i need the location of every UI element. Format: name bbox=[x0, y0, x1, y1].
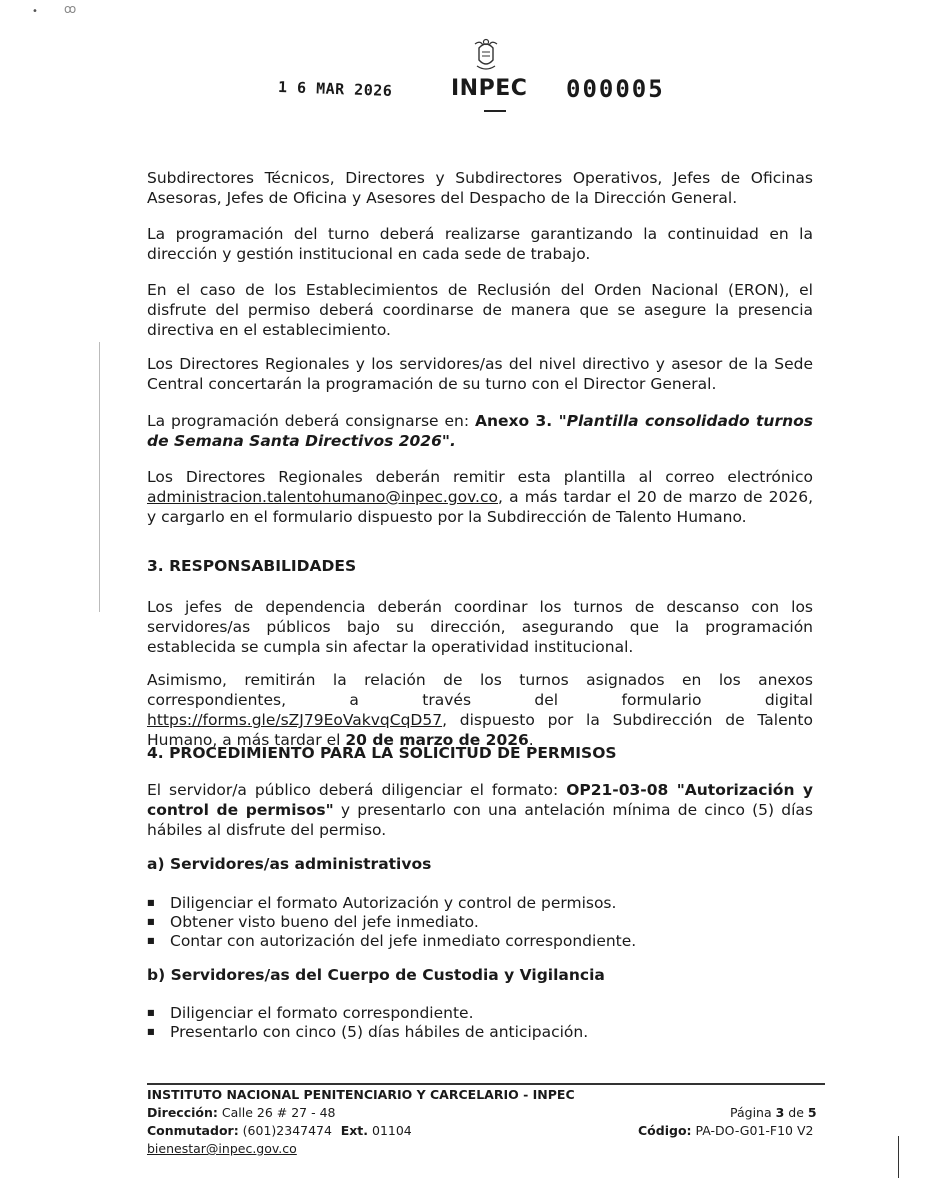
footer-page bbox=[730, 1104, 817, 1121]
paragraph-email bbox=[147, 467, 813, 527]
list-item bbox=[147, 912, 479, 932]
stamp-date: 1 6 MAR 2026 bbox=[277, 78, 393, 100]
code-label: Código: bbox=[638, 1123, 692, 1138]
list-item-text: Diligenciar el formato Autorización y control de permisos. bbox=[170, 894, 617, 912]
paragraph: La programación del turno deberá realizarse garantizando la continuidad en la dirección y gestión institucional en cada sede de trabajo. bbox=[147, 225, 813, 263]
list-item-text: Contar con autorización del jefe inmediato correspondiente. bbox=[170, 932, 637, 950]
list-item bbox=[147, 931, 636, 951]
code-value: PA-DO-G01-F10 V2 bbox=[691, 1123, 814, 1138]
paragraph-format bbox=[147, 780, 813, 840]
footer-code bbox=[638, 1122, 814, 1139]
footer-phone bbox=[147, 1122, 412, 1139]
form-link[interactable]: https://forms.gle/sZJ79EoVakvqCqD57 bbox=[147, 711, 443, 729]
section-3-heading: 3. RESPONSABILIDADES bbox=[147, 557, 357, 575]
footer-email[interactable]: bienestar@inpec.gov.co bbox=[147, 1141, 297, 1156]
annex-title: "Plantilla consolidado turnos de Semana Santa Directivos 2026". bbox=[147, 412, 814, 450]
phone-value: (601)2347474 bbox=[238, 1123, 332, 1138]
paragraph: Los jefes de dependencia deberán coordinar los turnos de descanso con los servidores/as públicos bajo su dirección, asegurando que la programación establecida se cumpla sin afectar la operatividad institucional. bbox=[147, 598, 813, 656]
period: . bbox=[528, 731, 534, 749]
list-item-text: Diligenciar el formato correspondiente. bbox=[170, 1004, 474, 1022]
paragraph: En el caso de los Establecimientos de Reclusión del Orden Nacional (ERON), el disfrute del permiso deberá coordinarse de manera que se asegure la presencia directiva en el establecimiento. bbox=[147, 281, 813, 339]
page-of: de bbox=[784, 1105, 808, 1120]
ext-value: 01104 bbox=[368, 1123, 412, 1138]
footer-institution: INSTITUTO NACIONAL PENITENCIARIO Y CARCELARIO - INPEC bbox=[147, 1087, 575, 1102]
bullet-icon: ■ bbox=[147, 936, 155, 945]
subsection-b-heading: b) Servidores/as del Cuerpo de Custodia y Vigilancia bbox=[147, 966, 605, 984]
document-number: 000005 bbox=[566, 75, 665, 103]
list-item-text: Obtener visto bueno del jefe inmediato. bbox=[170, 913, 479, 931]
paragraph: Subdirectores Técnicos, Directores y Subdirectores Operativos, Jefes de Oficinas Asesoras, Jefes de Oficina y Asesores del Despacho de la Dirección General. bbox=[147, 169, 813, 207]
form-intro: Asimismo, remitirán la relación de los turnos asignados en los anexos correspondientes, a través del formulario digital bbox=[147, 671, 813, 709]
bullet-icon: ■ bbox=[147, 1027, 155, 1036]
page-current: 3 bbox=[775, 1105, 785, 1120]
deadline-date: 20 de marzo de 2026 bbox=[345, 731, 529, 749]
phone-label: Conmutador: bbox=[147, 1123, 239, 1138]
email-intro: Los Directores Regionales deberán remitir esta plantilla al correo electrónico bbox=[147, 468, 813, 486]
page-total: 5 bbox=[807, 1105, 817, 1120]
header-divider bbox=[484, 110, 506, 112]
page-label: Página bbox=[730, 1105, 776, 1120]
form-rest: , dispuesto por la Subdirección de Talento Humano, a más tardar el bbox=[147, 711, 813, 749]
list-item bbox=[147, 893, 616, 913]
email-rest: , a más tardar el 20 de marzo de 2026, y cargarlo en el formulario dispuesto por la Subdirección de Talento Humano. bbox=[147, 488, 813, 526]
annex-label: Anexo 3. bbox=[474, 412, 559, 430]
list-item-text: Presentarlo con cinco (5) días hábiles de anticipación. bbox=[170, 1023, 589, 1041]
paragraph-annex bbox=[147, 411, 813, 451]
paragraph: Los Directores Regionales y los servidores/as del nivel directivo y asesor de la Sede Central concertarán la programación de su turno con el Director General. bbox=[147, 355, 813, 393]
format-rest: y presentarlo con una antelación mínima de cinco (5) días hábiles al disfrute del permiso. bbox=[147, 801, 813, 839]
subsection-a-heading: a) Servidores/as administrativos bbox=[147, 855, 432, 873]
handwritten-mark bbox=[898, 1136, 899, 1178]
format-code: OP21-03-08 "Autorización y control de permisos" bbox=[147, 781, 813, 819]
organization-name: INPEC bbox=[451, 76, 528, 101]
list-item bbox=[147, 1003, 474, 1023]
bullet-icon: ■ bbox=[147, 898, 155, 907]
ext-label: Ext. bbox=[340, 1123, 369, 1138]
address-value: Calle 26 # 27 - 48 bbox=[217, 1105, 336, 1120]
section-4-heading: 4. PROCEDIMIENTO PARA LA SOLICITUD DE PERMISOS bbox=[147, 744, 617, 762]
bullet-icon: ■ bbox=[147, 1008, 155, 1017]
footer-divider bbox=[147, 1083, 825, 1085]
bullet-icon: ■ bbox=[147, 917, 155, 926]
list-item bbox=[147, 1022, 588, 1042]
address-label: Dirección: bbox=[147, 1105, 218, 1120]
paragraph-form bbox=[147, 670, 813, 750]
coat-of-arms-logo bbox=[471, 36, 501, 74]
annex-intro: La programación deberá consignarse en: bbox=[147, 412, 475, 430]
email-link[interactable]: administracion.talentohumano@inpec.gov.co bbox=[147, 488, 498, 506]
footer-address bbox=[147, 1104, 335, 1121]
scan-mark: ꚙ bbox=[64, 2, 77, 16]
scan-mark: • bbox=[32, 6, 38, 17]
scan-margin-line bbox=[99, 342, 100, 612]
format-intro: El servidor/a público deberá diligenciar el formato: bbox=[147, 781, 567, 799]
